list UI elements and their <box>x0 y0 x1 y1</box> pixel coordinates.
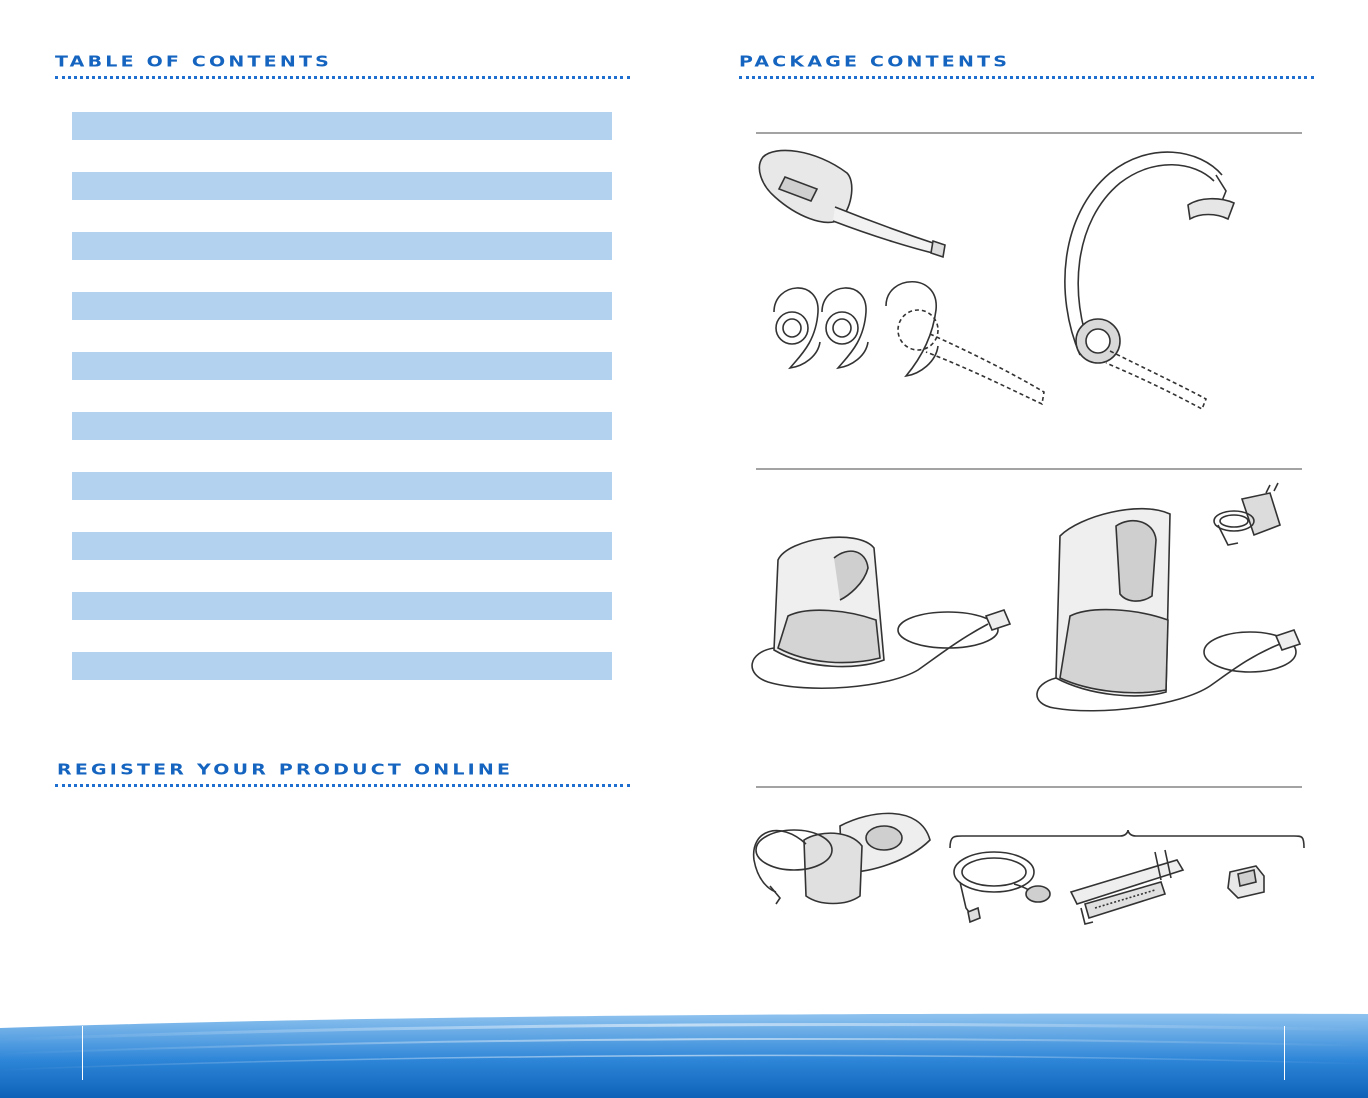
ear-loops-illustration <box>760 272 1050 412</box>
headband-illustration <box>1050 145 1270 415</box>
group-rule-headsets <box>756 132 1302 134</box>
toc-row <box>72 472 612 500</box>
toc-heading: TABLE OF CONTENTS <box>55 53 333 71</box>
register-heading: REGISTER YOUR PRODUCT ONLINE <box>57 761 514 779</box>
group-rule-accessories <box>756 786 1302 788</box>
group-rule-bases <box>756 468 1302 470</box>
power-adapter-illustration <box>1208 485 1288 555</box>
base-charger-small-illustration <box>748 520 1018 700</box>
footer-right-marker <box>1284 1026 1285 1080</box>
footer-left-marker <box>82 1026 83 1080</box>
toc-row <box>72 652 612 680</box>
table-of-contents <box>72 112 612 712</box>
toc-row <box>72 172 612 200</box>
headset-earpiece-illustration <box>755 145 955 265</box>
toc-row <box>72 532 612 560</box>
toc-row <box>72 352 612 380</box>
register-heading-divider <box>55 784 630 787</box>
toc-row <box>72 592 612 620</box>
package-heading-divider <box>739 76 1314 79</box>
clip-illustration <box>1222 862 1272 902</box>
toc-row <box>72 232 612 260</box>
lifter-cable-illustration <box>948 842 1058 932</box>
toc-row <box>72 112 612 140</box>
toc-row <box>72 292 612 320</box>
toc-row <box>72 412 612 440</box>
toc-heading-divider <box>55 76 630 79</box>
package-heading: PACKAGE CONTENTS <box>739 53 1011 71</box>
lifter-arm-illustration <box>1065 848 1195 928</box>
handset-lifter-illustration <box>750 800 940 920</box>
footer-wave <box>0 1010 1368 1098</box>
